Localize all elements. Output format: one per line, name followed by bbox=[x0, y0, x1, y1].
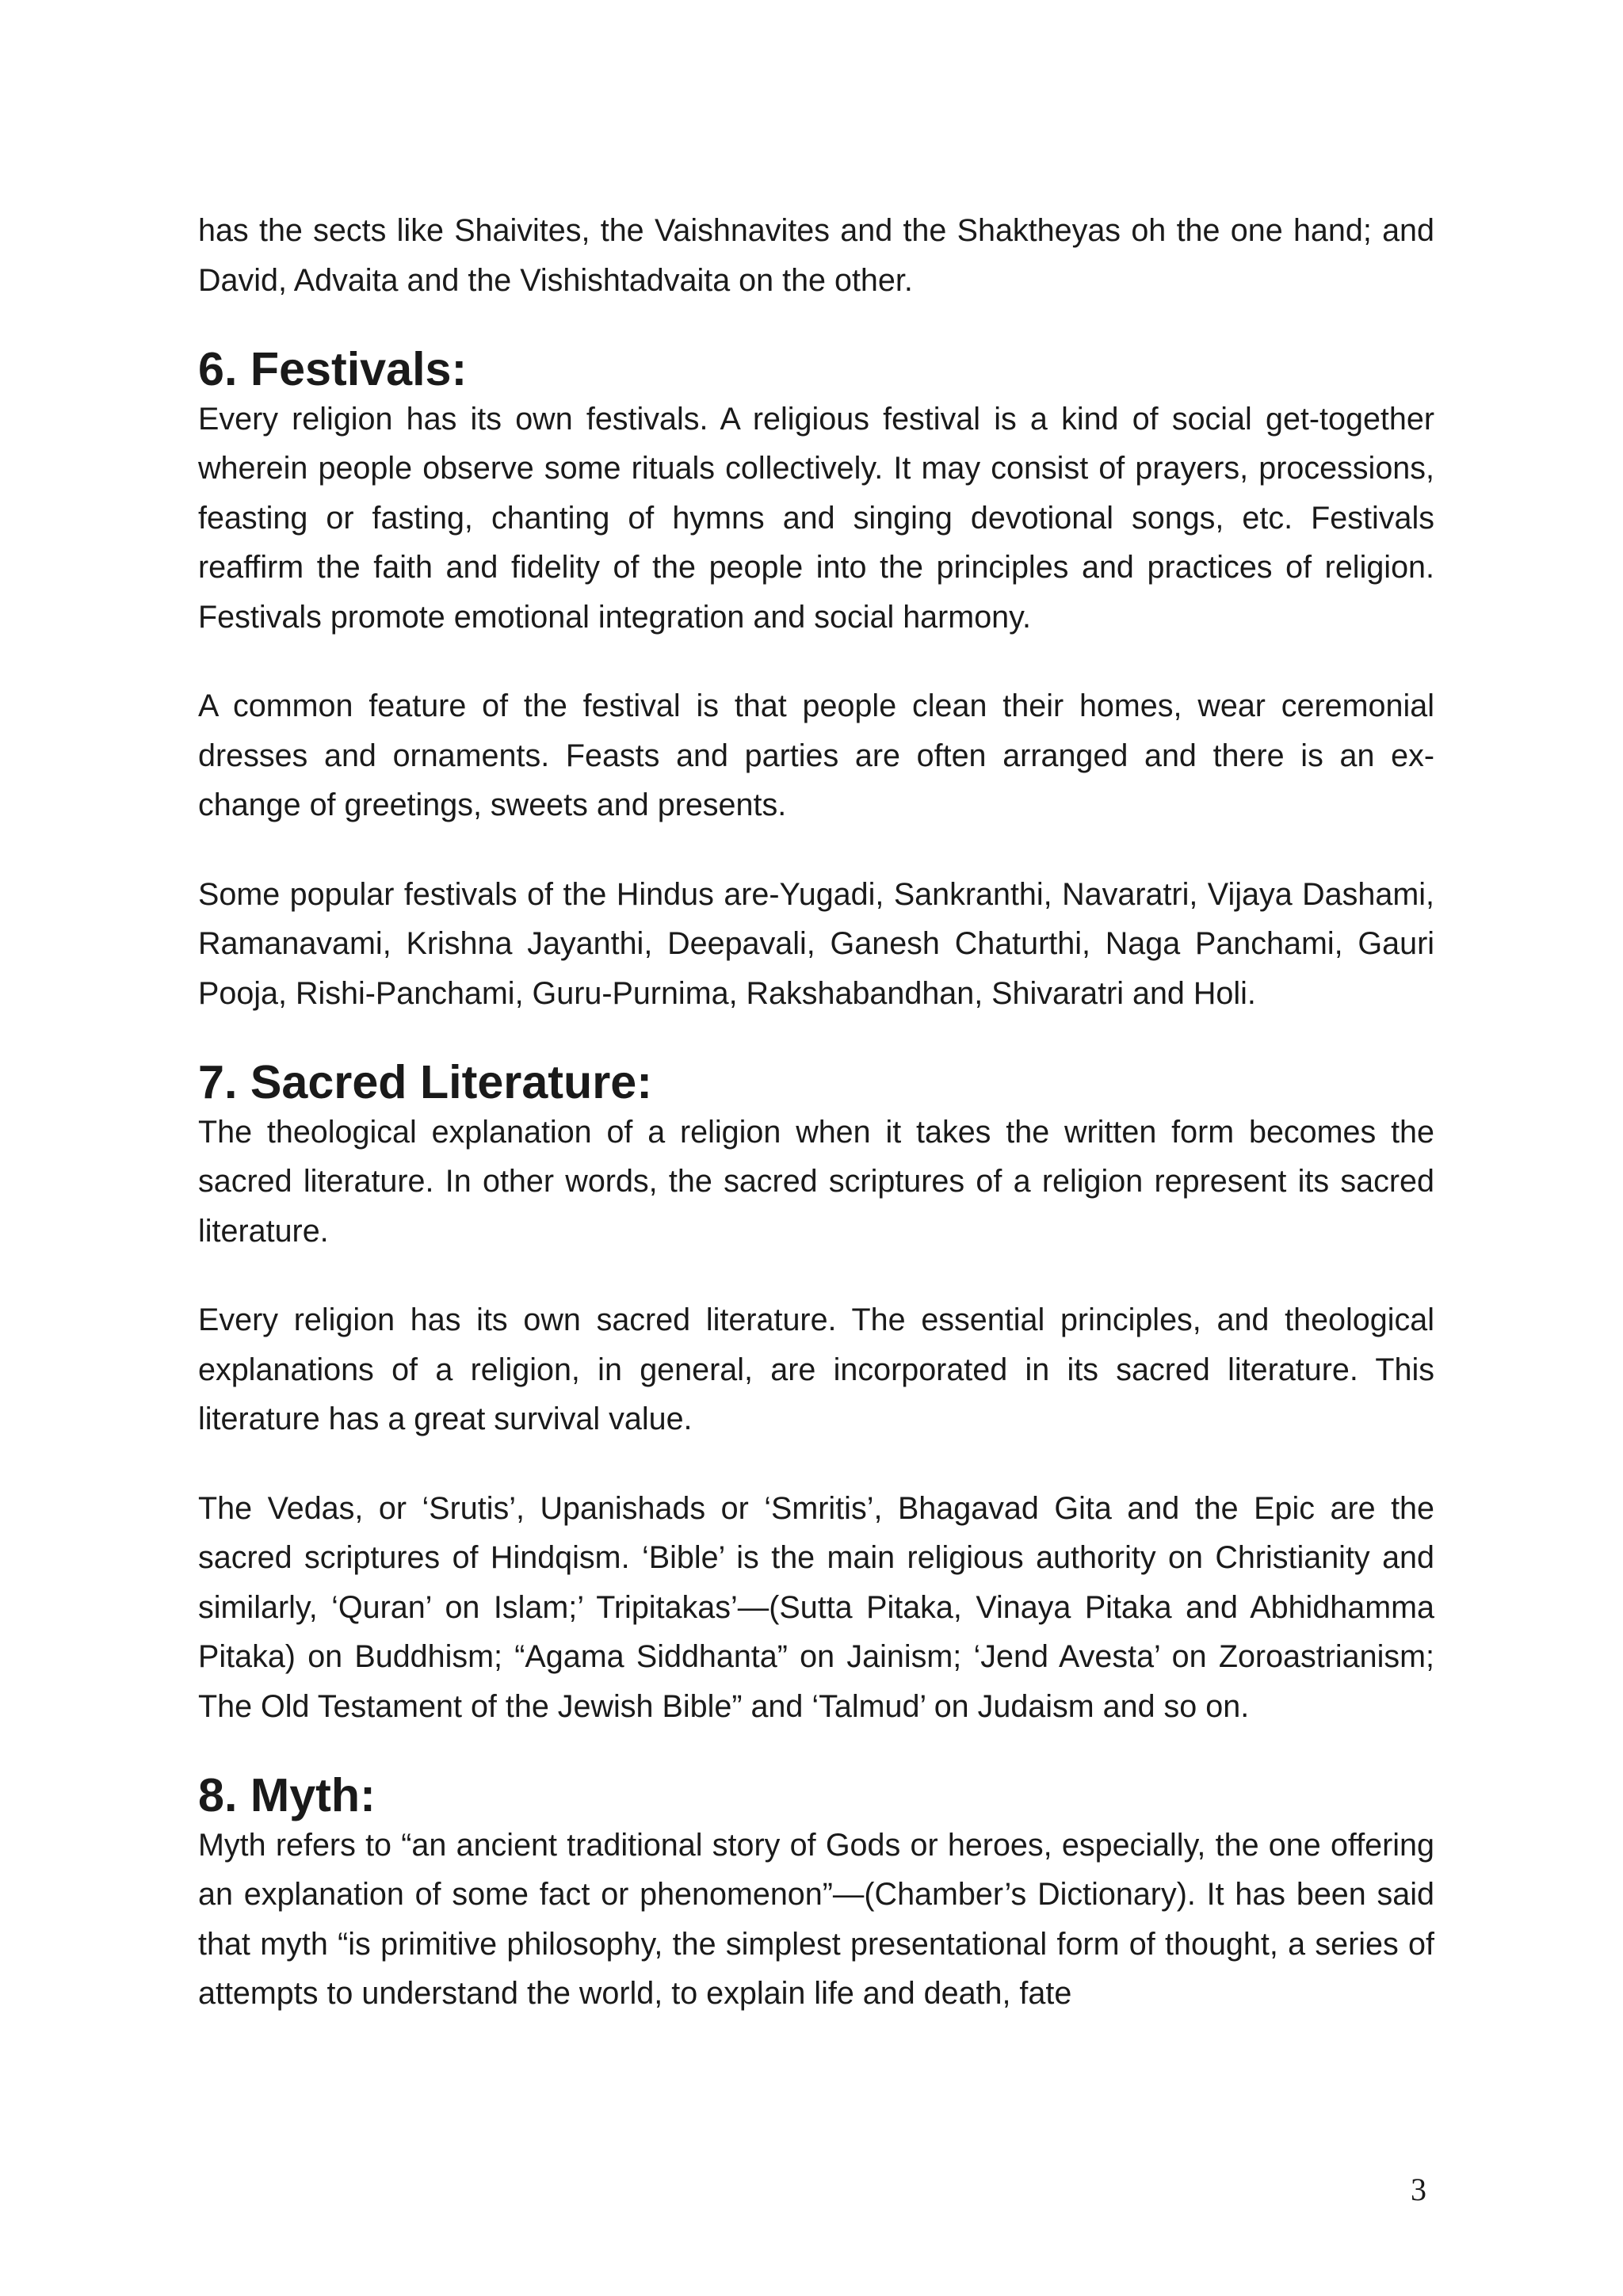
paragraph-sacred-literature-value: Every religion has its own sacred literature. The essential principles, and theological explanations of a religion, in general, are incorporated in its sacred literature. This literature has a great survival value. bbox=[198, 1302, 1434, 1436]
heading-sacred-literature: 7. Sacred Literature: bbox=[198, 1055, 652, 1108]
heading-festivals: 6. Festivals: bbox=[198, 342, 468, 395]
paragraph-sacred-literature-definition: The theological explanation of a religion when it takes the written form becomes the sacred literature. In other words, the sacred scriptures of a religion represent its sacred literature. bbox=[198, 1114, 1434, 1249]
paragraph-myth: Myth refers to “an ancient traditional story of Gods or heroes, especially, the one offering an explanation of some fact or phenomenon”—(Chamber’s Dictionary). It has been said that myth “is primitive philosophy, the simplest presentational form of thought, a series of attempts to understand the world, to explain life and death, fate bbox=[198, 1827, 1434, 2011]
paragraph-festivals-intro: Every religion has its own festivals. A religious festival is a kind of social get-together wherein people observe some rituals collectively. It may consist of prayers, processions, feasting or fasting, chanting of hymns and singing devotional songs, etc. Festivals reaffirm the faith and fidelity of the people into the principles and practices of religion. Festivals promote emotional integration and social harmony. bbox=[198, 401, 1434, 635]
paragraph-sects: has the sects like Shaivites, the Vaishnavites and the Shaktheyas oh the one hand; and David, Advaita and the Vishishtadvaita on the other. bbox=[198, 213, 1434, 298]
paragraph-hindu-festivals: Some popular festivals of the Hindus are-Yugadi, Sankranthi, Navaratri, Vijaya Dashami, Ramanavami, Krishna Jayanthi, Deepavali, Ganesh Chaturthi, Naga Panchami, Gauri Pooja, Rishi-Panchami, Guru-Purnima, Rakshabandhan, Shivaratri and Holi. bbox=[198, 876, 1434, 1011]
paragraph-sacred-scriptures: The Vedas, or ‘Srutis’, Upanishads or ‘Smritis’, Bhagavad Gita and the Epic are the sacred scriptures of Hindqism. ‘Bible’ is the main religious authority on Christianity and similarly, ‘Quran’ on Islam;’ Tripitakas’—(Sutta Pitaka, Vinaya Pitaka and Abhidhamma Pitaka) on Buddhism; “Agama Siddhanta” on Jainism; ‘Jend Avesta’ on Zoroastrianism; The Old Testament of the Jewish Bible” and ‘Talmud’ on Judaism and so on. bbox=[198, 1490, 1434, 1724]
page-number: 3 bbox=[1411, 2172, 1426, 2207]
paragraph-festivals-features: A common feature of the festival is that people clean their homes, wear ceremonial dresses and ornaments. Feasts and parties are often arranged and there is an ex-change of greetings, sweets and presents. bbox=[198, 688, 1434, 822]
heading-myth: 8. Myth: bbox=[198, 1768, 376, 1821]
document-page bbox=[198, 206, 1434, 2058]
